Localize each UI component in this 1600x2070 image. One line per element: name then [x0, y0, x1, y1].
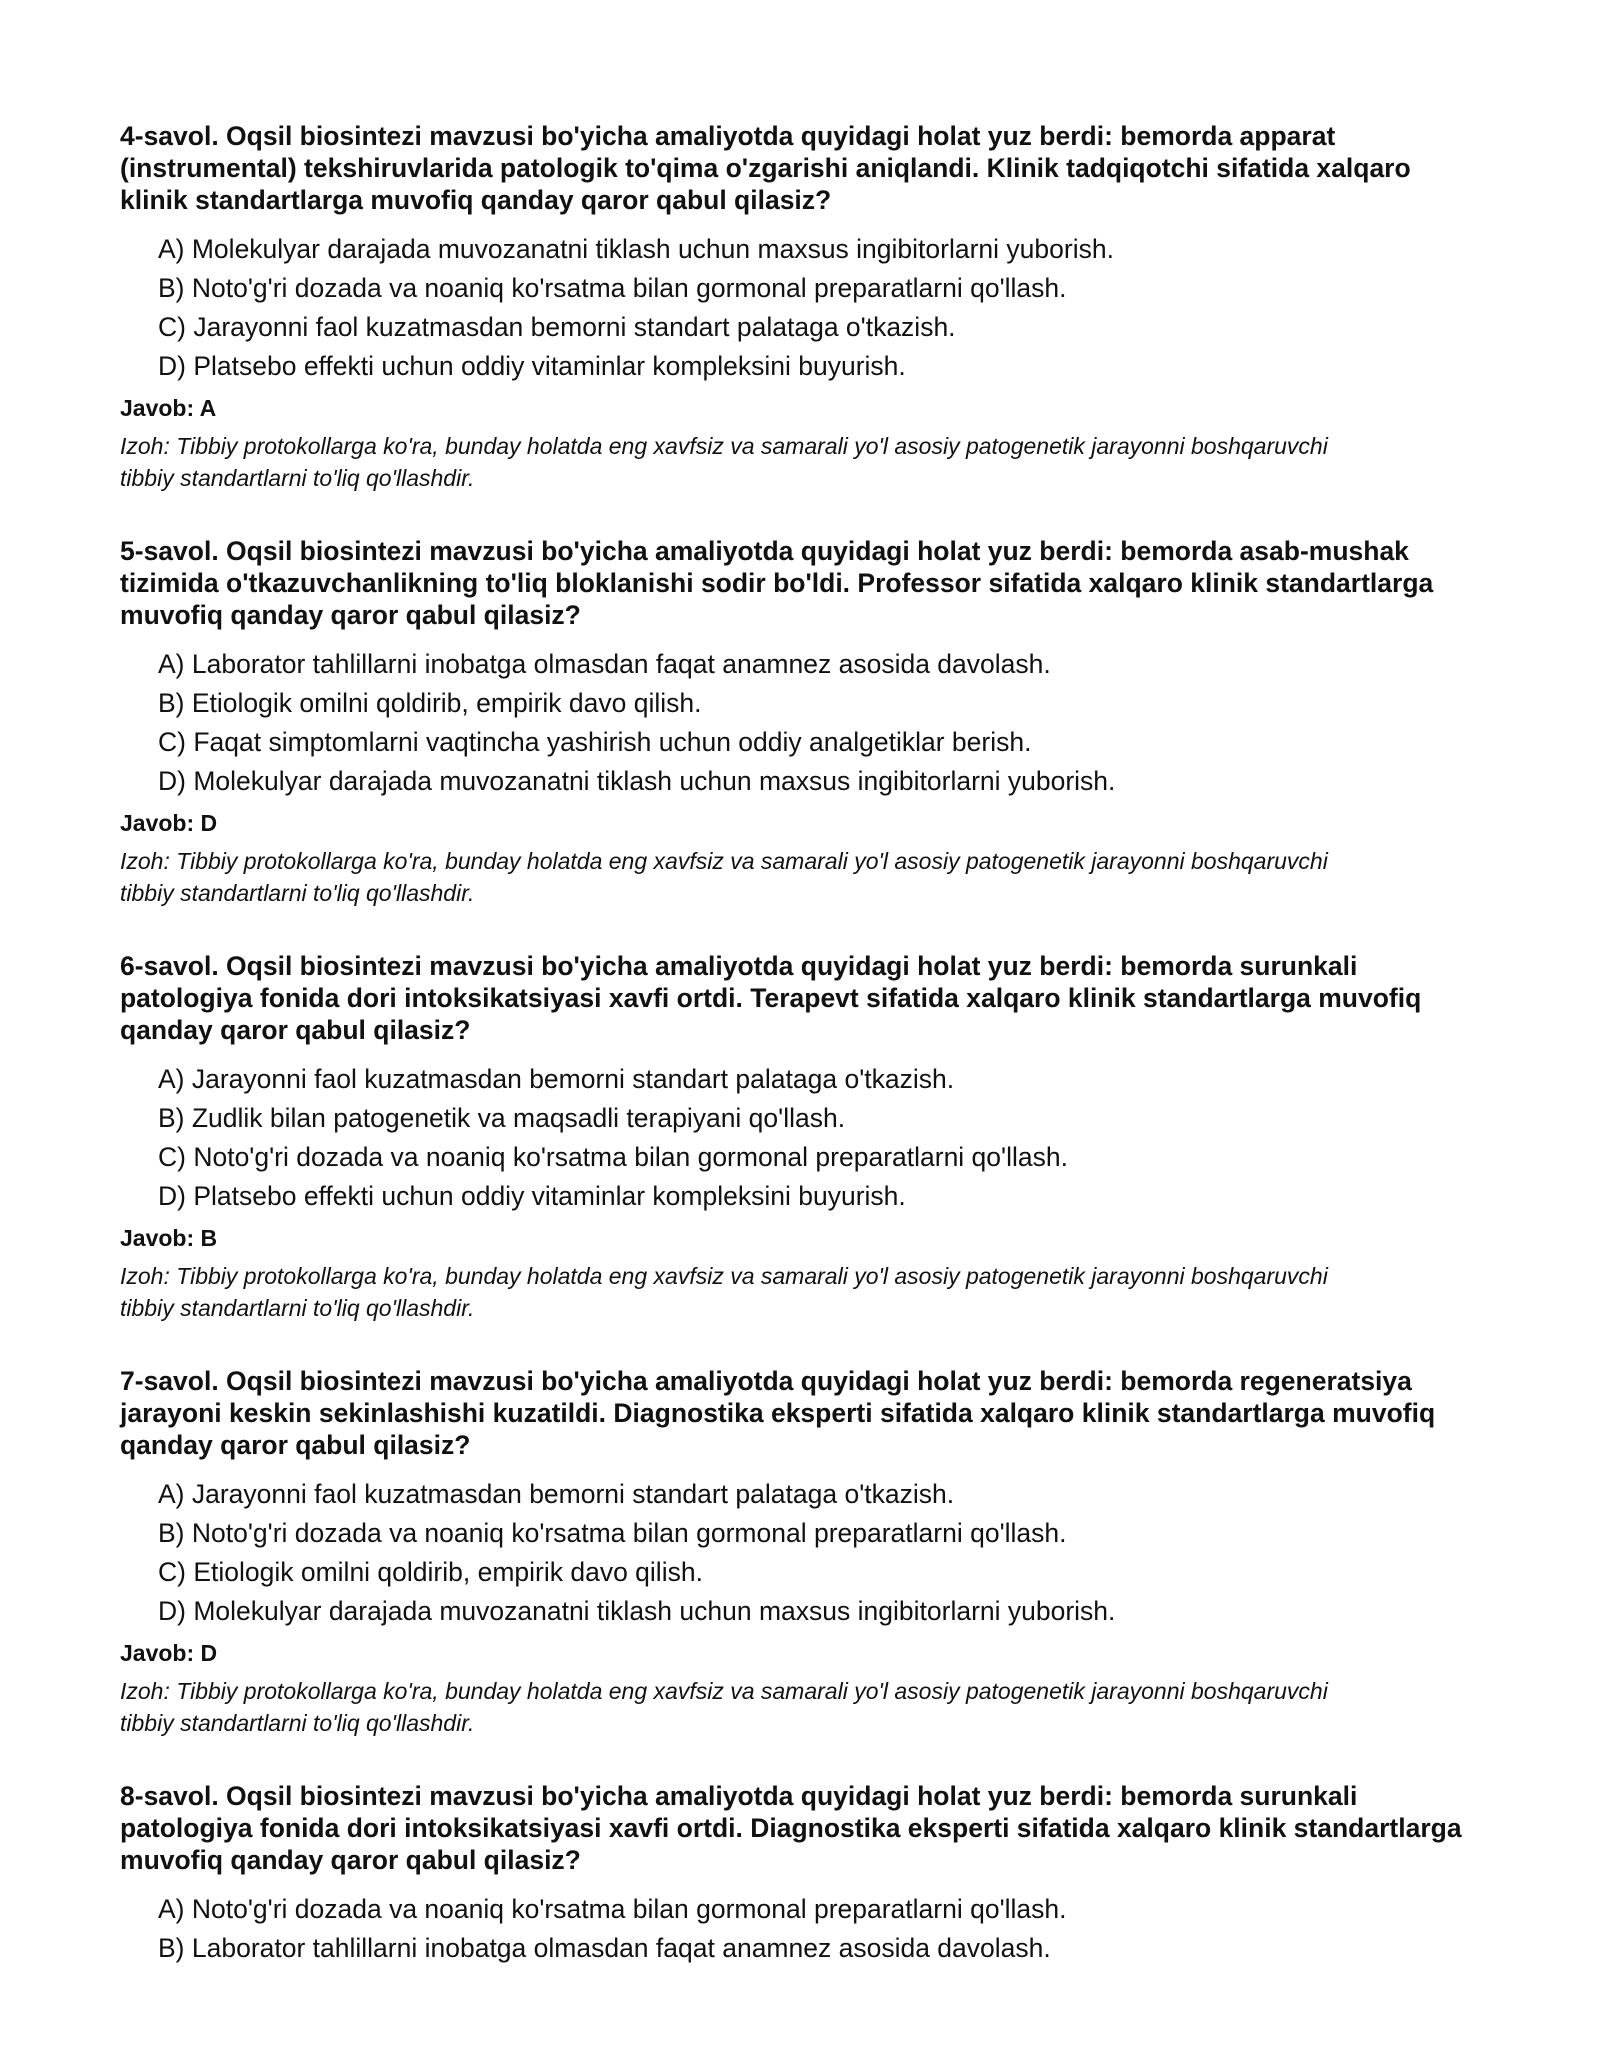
option-a: A) Noto'g'ri dozada va noaniq ko'rsatma bilan gormonal preparatlarni qo'llash.	[158, 1894, 1067, 1924]
explanation-text: Izoh: Tibbiy protokollarga ko'ra, bunday holatda eng xavfsiz va samarali yo'l asosiy patogenetik jarayonni boshqaruvchi tibbiy standartlarni to'liq qo'llashdir.	[120, 1678, 1328, 1736]
options-list	[120, 230, 1480, 386]
option-c: C) Jarayonni faol kuzatmasdan bemorni standart palataga o'tkazish.	[158, 312, 956, 342]
explanation-text: Izoh: Tibbiy protokollarga ko'ra, bunday holatda eng xavfsiz va samarali yo'l asosiy patogenetik jarayonni boshqaruvchi tibbiy standartlarni to'liq qo'llashdir.	[120, 1263, 1328, 1321]
option-b: B) Noto'g'ri dozada va noaniq ko'rsatma bilan gormonal preparatlarni qo'llash.	[158, 1518, 1067, 1548]
explanation-text: Izoh: Tibbiy protokollarga ko'ra, bunday holatda eng xavfsiz va samarali yo'l asosiy patogenetik jarayonni boshqaruvchi tibbiy standartlarni to'liq qo'llashdir.	[120, 433, 1328, 491]
question-title: 4-savol. Oqsil biosintezi mavzusi bo'yicha amaliyotda quyidagi holat yuz berdi: bemorda apparat (instrumental) tekshiruvlarida patologik to'qima o'zgarishi aniqlandi. Klinik tadqiqotchi sifatida xalqaro klinik standartlarga muvofiq qanday qaror qabul qilasiz?	[120, 121, 1411, 215]
option-c: C) Faqat simptomlarni vaqtincha yashirish uchun oddiy analgetiklar berish.	[158, 727, 1032, 757]
question-title: 6-savol. Oqsil biosintezi mavzusi bo'yicha amaliyotda quyidagi holat yuz berdi: bemorda surunkali patologiya fonida dori intoksikatsiyasi xavfi ortdi. Terapevt sifatida xalqaro klinik standartlarga muvofiq qanday qaror qabul qilasiz?	[120, 951, 1422, 1045]
option-a: A) Molekulyar darajada muvozanatni tiklash uchun maxsus ingibitorlarni yuborish.	[158, 234, 1114, 264]
option-a: A) Laborator tahlillarni inobatga olmasdan faqat anamnez asosida davolash.	[158, 649, 1051, 679]
question-block	[120, 1365, 1480, 1739]
options-list	[120, 645, 1480, 801]
option-a: A) Jarayonni faol kuzatmasdan bemorni standart palataga o'tkazish.	[158, 1479, 955, 1509]
question-block	[120, 1780, 1480, 1968]
option-d: D) Platsebo effekti uchun oddiy vitaminlar kompleksini buyurish.	[158, 1181, 906, 1211]
options-list	[120, 1475, 1480, 1631]
explanation-text: Izoh: Tibbiy protokollarga ko'ra, bunday holatda eng xavfsiz va samarali yo'l asosiy patogenetik jarayonni boshqaruvchi tibbiy standartlarni to'liq qo'llashdir.	[120, 848, 1328, 906]
question-block	[120, 950, 1480, 1324]
options-list	[120, 1890, 1480, 1968]
answer-label: Javob: A	[120, 395, 217, 421]
question-title: 8-savol. Oqsil biosintezi mavzusi bo'yicha amaliyotda quyidagi holat yuz berdi: bemorda surunkali patologiya fonida dori intoksikatsiyasi xavfi ortdi. Diagnostika eksperti sifatida xalqaro klinik standartlarga muvofiq qanday qaror qabul qilasiz?	[120, 1781, 1462, 1875]
option-c: C) Etiologik omilni qoldirib, empirik davo qilish.	[158, 1557, 703, 1587]
options-list	[120, 1060, 1480, 1216]
document-page	[120, 120, 1480, 2009]
option-b: B) Noto'g'ri dozada va noaniq ko'rsatma bilan gormonal preparatlarni qo'llash.	[158, 273, 1067, 303]
option-c: C) Noto'g'ri dozada va noaniq ko'rsatma bilan gormonal preparatlarni qo'llash.	[158, 1142, 1068, 1172]
answer-label: Javob: B	[120, 1225, 218, 1251]
question-title: 5-savol. Oqsil biosintezi mavzusi bo'yicha amaliyotda quyidagi holat yuz berdi: bemorda asab-mushak tizimida o'tkazuvchanlikning to'liq bloklanishi sodir bo'ldi. Professor sifatida xalqaro klinik standartlarga muvofiq qanday qaror qabul qilasiz?	[120, 536, 1434, 630]
question-title: 7-savol. Oqsil biosintezi mavzusi bo'yicha amaliyotda quyidagi holat yuz berdi: bemorda regeneratsiya jarayoni keskin sekinlashishi kuzatildi. Diagnostika eksperti sifatida xalqaro klinik standartlarga muvofiq qanday qaror qabul qilasiz?	[120, 1366, 1436, 1460]
option-d: D) Molekulyar darajada muvozanatni tiklash uchun maxsus ingibitorlarni yuborish.	[158, 1596, 1116, 1626]
answer-label: Javob: D	[120, 810, 218, 836]
option-d: D) Platsebo effekti uchun oddiy vitaminlar kompleksini buyurish.	[158, 351, 906, 381]
option-b: B) Zudlik bilan patogenetik va maqsadli terapiyani qo'llash.	[158, 1103, 846, 1133]
option-b: B) Etiologik omilni qoldirib, empirik davo qilish.	[158, 688, 702, 718]
answer-label: Javob: D	[120, 1640, 218, 1666]
question-block	[120, 120, 1480, 494]
option-b: B) Laborator tahlillarni inobatga olmasdan faqat anamnez asosida davolash.	[158, 1933, 1051, 1963]
option-d: D) Molekulyar darajada muvozanatni tiklash uchun maxsus ingibitorlarni yuborish.	[158, 766, 1116, 796]
option-a: A) Jarayonni faol kuzatmasdan bemorni standart palataga o'tkazish.	[158, 1064, 955, 1094]
question-block	[120, 535, 1480, 909]
